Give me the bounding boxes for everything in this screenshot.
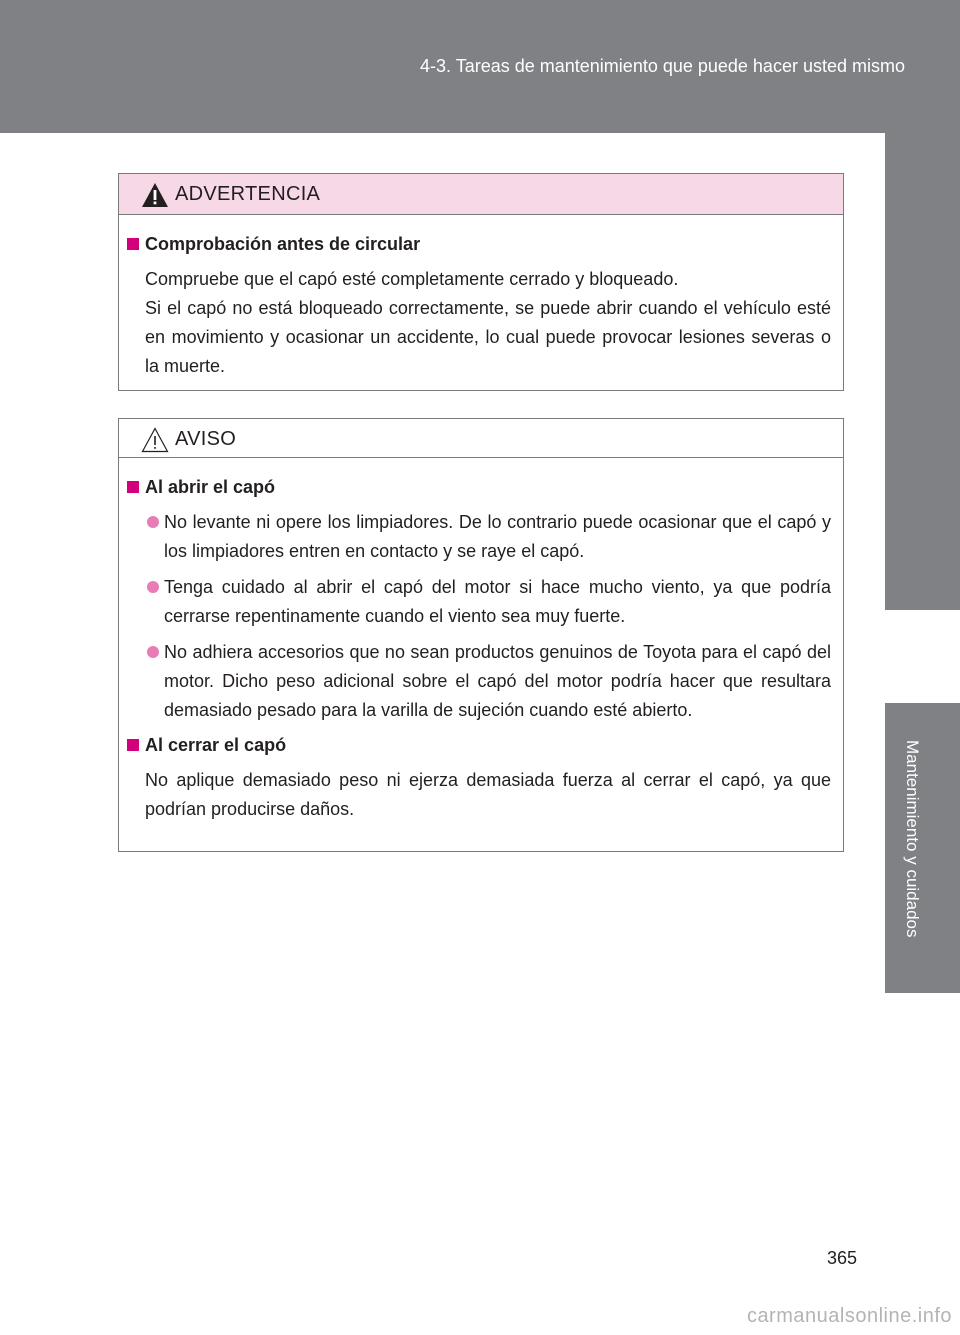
circle-bullet-icon [147, 646, 159, 658]
warning-section-title: Comprobación antes de circular [145, 234, 421, 254]
square-bullet-icon [127, 238, 139, 250]
warning-triangle-icon [141, 182, 169, 208]
chapter-number: 4 [918, 672, 927, 689]
list-item [127, 638, 831, 725]
notice-section-heading [127, 474, 831, 500]
bullet-text: Tenga cuidado al abrir el capó del motor si hace mucho viento, ya que podría cerrarse repentinamente cuando el viento sea muy fuerte. [164, 577, 831, 626]
square-bullet-icon [127, 481, 139, 493]
watermark: carmanualsonline.info [746, 1305, 952, 1327]
notice-body [119, 458, 843, 824]
bullet-text: No adhiera accesorios que no sean productos genuinos de Toyota para el capó del motor. Dicho peso adicional sobre el capó del motor podría hacer que resultara demasiado pesado para la varilla de sujeción cuando esté abierto. [164, 642, 831, 720]
circle-bullet-icon [147, 581, 159, 593]
square-bullet-icon [127, 739, 139, 751]
chapter-label: Mantenimiento y cuidados [903, 740, 922, 938]
notice-paragraph: No aplique demasiado peso ni ejerza demasiada fuerza al cerrar el capó, ya que podrían producirse daños. [145, 770, 831, 819]
notice-box [118, 418, 844, 852]
side-tab-upper [885, 133, 960, 610]
list-item [127, 573, 831, 631]
warning-box [118, 173, 844, 391]
chapter-tab[interactable] [885, 703, 960, 993]
warning-section-heading [127, 231, 831, 257]
warning-paragraph-1: Compruebe que el capó esté completamente cerrado y bloqueado. [145, 269, 679, 289]
list-item [127, 508, 831, 566]
section-title: 4-3. Tareas de mantenimiento que puede hacer usted mismo [420, 56, 905, 76]
circle-bullet-icon [147, 516, 159, 528]
notice-box-header [119, 419, 843, 458]
page-number: 365 [827, 1248, 858, 1268]
notice-section-title: Al abrir el capó [145, 477, 276, 497]
notice-section-heading [127, 732, 831, 758]
notice-section-title: Al cerrar el capó [145, 735, 287, 755]
caution-triangle-icon [141, 427, 169, 453]
warning-paragraph-2: Si el capó no está bloqueado correctamente, se puede abrir cuando el vehículo esté en movimiento y ocasionar un accidente, lo cual puede provocar lesiones severas o la muerte. [145, 298, 831, 376]
notice-title: AVISO [175, 428, 237, 450]
warning-box-header [119, 174, 843, 215]
warning-title: ADVERTENCIA [175, 183, 321, 205]
bullet-text: No levante ni opere los limpiadores. De lo contrario puede ocasionar que el capó y los limpiadores entren en contacto y se raye el capó. [164, 512, 831, 561]
warning-body [119, 215, 843, 381]
